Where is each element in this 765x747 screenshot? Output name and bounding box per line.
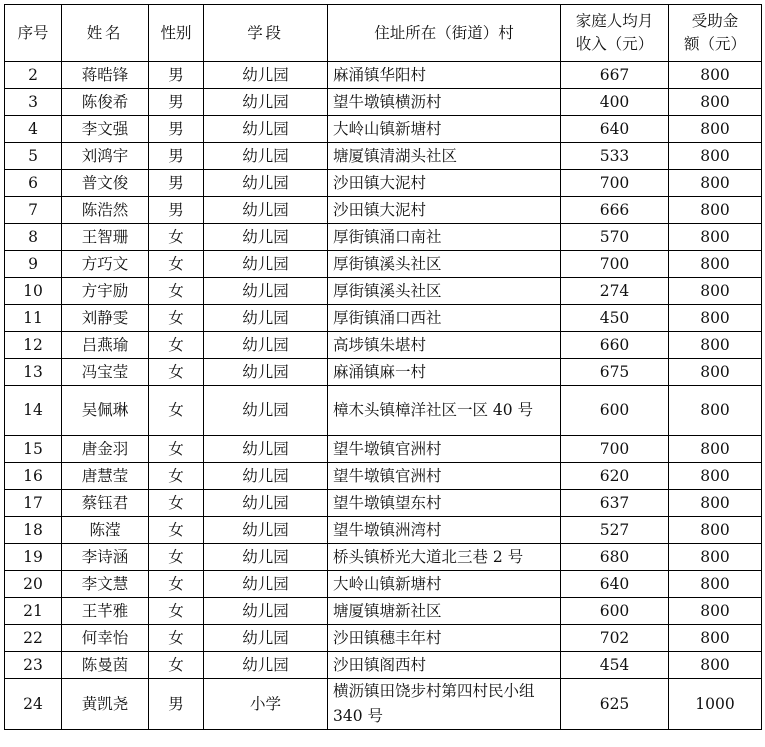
cell-stage: 幼儿园 — [204, 359, 328, 386]
cell-seq: 5 — [5, 143, 62, 170]
table-row — [5, 197, 762, 224]
table-row — [5, 463, 762, 490]
cell-gender: 女 — [149, 278, 204, 305]
cell-gender: 女 — [149, 517, 204, 544]
cell-aid: 800 — [669, 170, 762, 197]
cell-seq: 7 — [5, 197, 62, 224]
table-row — [5, 652, 762, 679]
header-gender: 性别 — [149, 5, 204, 62]
cell-name: 陈滢 — [62, 517, 149, 544]
cell-address: 望牛墩镇官洲村 — [328, 436, 561, 463]
header-income-line2: 收入（元） — [575, 35, 654, 53]
cell-address: 望牛墩镇横沥村 — [328, 89, 561, 116]
cell-name: 李文强 — [62, 116, 149, 143]
cell-name: 方巧文 — [62, 251, 149, 278]
table-row — [5, 62, 762, 89]
table-row — [5, 278, 762, 305]
header-aid-line1: 受助金 — [691, 12, 739, 30]
cell-aid: 800 — [669, 386, 762, 436]
cell-income: 600 — [561, 386, 669, 436]
cell-income: 450 — [561, 305, 669, 332]
cell-stage: 幼儿园 — [204, 571, 328, 598]
cell-gender: 女 — [149, 305, 204, 332]
cell-aid: 800 — [669, 359, 762, 386]
cell-address: 沙田镇大泥村 — [328, 170, 561, 197]
cell-gender: 男 — [149, 89, 204, 116]
cell-seq: 11 — [5, 305, 62, 332]
cell-seq: 13 — [5, 359, 62, 386]
cell-address: 麻涌镇华阳村 — [328, 62, 561, 89]
cell-address: 厚街镇溪头社区 — [328, 278, 561, 305]
cell-stage: 幼儿园 — [204, 89, 328, 116]
cell-stage: 幼儿园 — [204, 463, 328, 490]
cell-stage: 幼儿园 — [204, 386, 328, 436]
cell-aid: 800 — [669, 89, 762, 116]
cell-income: 570 — [561, 224, 669, 251]
header-seq: 序号 — [5, 5, 62, 62]
cell-stage: 幼儿园 — [204, 143, 328, 170]
cell-name: 黄凯尧 — [62, 679, 149, 730]
table-row — [5, 679, 762, 730]
header-stage: 学段 — [204, 5, 328, 62]
table-row — [5, 359, 762, 386]
cell-stage: 幼儿园 — [204, 224, 328, 251]
cell-seq: 16 — [5, 463, 62, 490]
cell-name: 刘静雯 — [62, 305, 149, 332]
cell-name: 陈俊希 — [62, 89, 149, 116]
cell-income: 527 — [561, 517, 669, 544]
table-row — [5, 305, 762, 332]
cell-name: 王芊雅 — [62, 598, 149, 625]
cell-gender: 男 — [149, 197, 204, 224]
cell-gender: 女 — [149, 625, 204, 652]
cell-aid: 800 — [669, 517, 762, 544]
cell-address: 桥头镇桥光大道北三巷 2 号 — [328, 544, 561, 571]
cell-aid: 1000 — [669, 679, 762, 730]
cell-seq: 6 — [5, 170, 62, 197]
cell-gender: 女 — [149, 544, 204, 571]
cell-name: 冯宝莹 — [62, 359, 149, 386]
cell-aid: 800 — [669, 143, 762, 170]
cell-income: 675 — [561, 359, 669, 386]
cell-address: 塘厦镇清湖头社区 — [328, 143, 561, 170]
cell-name: 唐慧莹 — [62, 463, 149, 490]
cell-gender: 女 — [149, 332, 204, 359]
cell-gender: 女 — [149, 571, 204, 598]
header-income — [561, 5, 669, 62]
cell-aid: 800 — [669, 305, 762, 332]
cell-gender: 男 — [149, 143, 204, 170]
table-row — [5, 625, 762, 652]
cell-stage: 幼儿园 — [204, 116, 328, 143]
cell-seq: 19 — [5, 544, 62, 571]
header-aid-line2: 额（元） — [683, 35, 746, 53]
cell-aid: 800 — [669, 625, 762, 652]
table-row — [5, 517, 762, 544]
cell-name: 吴佩琳 — [62, 386, 149, 436]
cell-name: 李诗涵 — [62, 544, 149, 571]
cell-aid: 800 — [669, 251, 762, 278]
cell-seq: 18 — [5, 517, 62, 544]
cell-aid: 800 — [669, 598, 762, 625]
cell-stage: 幼儿园 — [204, 544, 328, 571]
cell-name: 王智珊 — [62, 224, 149, 251]
header-name: 姓名 — [62, 5, 149, 62]
cell-income: 620 — [561, 463, 669, 490]
header-row — [5, 5, 762, 62]
cell-income: 400 — [561, 89, 669, 116]
cell-income: 637 — [561, 490, 669, 517]
table-row — [5, 170, 762, 197]
cell-aid: 800 — [669, 436, 762, 463]
cell-name: 李文慧 — [62, 571, 149, 598]
cell-aid: 800 — [669, 490, 762, 517]
cell-address: 沙田镇大泥村 — [328, 197, 561, 224]
cell-seq: 20 — [5, 571, 62, 598]
cell-stage: 幼儿园 — [204, 652, 328, 679]
cell-address: 横沥镇田饶步村第四村民小组 340 号 — [328, 679, 561, 730]
cell-gender: 女 — [149, 436, 204, 463]
cell-seq: 22 — [5, 625, 62, 652]
cell-income: 640 — [561, 116, 669, 143]
cell-gender: 女 — [149, 490, 204, 517]
cell-seq: 15 — [5, 436, 62, 463]
cell-name: 蔡钰君 — [62, 490, 149, 517]
cell-income: 666 — [561, 197, 669, 224]
cell-aid: 800 — [669, 197, 762, 224]
cell-aid: 800 — [669, 62, 762, 89]
cell-aid: 800 — [669, 116, 762, 143]
table-row — [5, 490, 762, 517]
cell-stage: 幼儿园 — [204, 251, 328, 278]
table-row — [5, 89, 762, 116]
cell-address: 望牛墩镇官洲村 — [328, 463, 561, 490]
cell-seq: 2 — [5, 62, 62, 89]
cell-gender: 女 — [149, 224, 204, 251]
cell-address: 望牛墩镇洲湾村 — [328, 517, 561, 544]
cell-name: 方宇励 — [62, 278, 149, 305]
cell-seq: 9 — [5, 251, 62, 278]
cell-address: 沙田镇穗丰年村 — [328, 625, 561, 652]
cell-seq: 14 — [5, 386, 62, 436]
cell-aid: 800 — [669, 278, 762, 305]
cell-seq: 8 — [5, 224, 62, 251]
cell-gender: 女 — [149, 386, 204, 436]
cell-seq: 23 — [5, 652, 62, 679]
cell-seq: 3 — [5, 89, 62, 116]
cell-stage: 幼儿园 — [204, 517, 328, 544]
cell-seq: 10 — [5, 278, 62, 305]
cell-income: 702 — [561, 625, 669, 652]
cell-seq: 24 — [5, 679, 62, 730]
cell-name: 何幸怡 — [62, 625, 149, 652]
cell-income: 700 — [561, 170, 669, 197]
cell-seq: 4 — [5, 116, 62, 143]
cell-stage: 幼儿园 — [204, 62, 328, 89]
cell-address: 大岭山镇新塘村 — [328, 116, 561, 143]
header-address: 住址所在（街道）村 — [328, 5, 561, 62]
cell-income: 700 — [561, 251, 669, 278]
table-row — [5, 251, 762, 278]
table-row — [5, 224, 762, 251]
cell-name: 唐金羽 — [62, 436, 149, 463]
cell-income: 680 — [561, 544, 669, 571]
table-row — [5, 386, 762, 436]
cell-seq: 12 — [5, 332, 62, 359]
cell-address: 大岭山镇新塘村 — [328, 571, 561, 598]
cell-income: 454 — [561, 652, 669, 679]
cell-gender: 男 — [149, 170, 204, 197]
cell-aid: 800 — [669, 463, 762, 490]
table-row — [5, 571, 762, 598]
cell-income: 625 — [561, 679, 669, 730]
cell-gender: 女 — [149, 598, 204, 625]
cell-gender: 女 — [149, 463, 204, 490]
cell-income: 700 — [561, 436, 669, 463]
cell-aid: 800 — [669, 544, 762, 571]
table-row — [5, 544, 762, 571]
student-aid-table — [4, 4, 762, 730]
cell-gender: 女 — [149, 251, 204, 278]
cell-income: 600 — [561, 598, 669, 625]
cell-address: 望牛墩镇望东村 — [328, 490, 561, 517]
cell-stage: 幼儿园 — [204, 170, 328, 197]
cell-gender: 女 — [149, 652, 204, 679]
cell-gender: 男 — [149, 679, 204, 730]
cell-address: 樟木头镇樟洋社区一区 40 号 — [328, 386, 561, 436]
cell-address: 塘厦镇塘新社区 — [328, 598, 561, 625]
cell-aid: 800 — [669, 332, 762, 359]
cell-stage: 幼儿园 — [204, 490, 328, 517]
cell-gender: 男 — [149, 62, 204, 89]
cell-address: 厚街镇涌口西社 — [328, 305, 561, 332]
cell-name: 吕燕瑜 — [62, 332, 149, 359]
cell-name: 普文俊 — [62, 170, 149, 197]
cell-aid: 800 — [669, 224, 762, 251]
table-body — [5, 62, 762, 730]
cell-seq: 21 — [5, 598, 62, 625]
cell-stage: 幼儿园 — [204, 197, 328, 224]
table-row — [5, 436, 762, 463]
cell-gender: 女 — [149, 359, 204, 386]
cell-stage: 幼儿园 — [204, 332, 328, 359]
cell-gender: 男 — [149, 116, 204, 143]
cell-address: 厚街镇溪头社区 — [328, 251, 561, 278]
cell-stage: 幼儿园 — [204, 278, 328, 305]
cell-address: 麻涌镇麻一村 — [328, 359, 561, 386]
cell-stage: 幼儿园 — [204, 625, 328, 652]
cell-income: 660 — [561, 332, 669, 359]
cell-name: 刘鸿宇 — [62, 143, 149, 170]
cell-stage: 幼儿园 — [204, 598, 328, 625]
cell-stage: 幼儿园 — [204, 436, 328, 463]
header-income-line1: 家庭人均月 — [575, 12, 654, 30]
cell-stage: 幼儿园 — [204, 305, 328, 332]
cell-seq: 17 — [5, 490, 62, 517]
cell-name: 陈曼茵 — [62, 652, 149, 679]
cell-income: 640 — [561, 571, 669, 598]
cell-income: 274 — [561, 278, 669, 305]
cell-aid: 800 — [669, 652, 762, 679]
cell-aid: 800 — [669, 571, 762, 598]
cell-name: 蒋晧锋 — [62, 62, 149, 89]
cell-address: 沙田镇阁西村 — [328, 652, 561, 679]
cell-address: 高埗镇朱堪村 — [328, 332, 561, 359]
header-aid — [669, 5, 762, 62]
table-row — [5, 598, 762, 625]
table-row — [5, 116, 762, 143]
cell-stage: 小学 — [204, 679, 328, 730]
table-row — [5, 143, 762, 170]
table-row — [5, 332, 762, 359]
cell-name: 陈浩然 — [62, 197, 149, 224]
cell-income: 533 — [561, 143, 669, 170]
cell-address: 厚街镇涌口南社 — [328, 224, 561, 251]
cell-income: 667 — [561, 62, 669, 89]
